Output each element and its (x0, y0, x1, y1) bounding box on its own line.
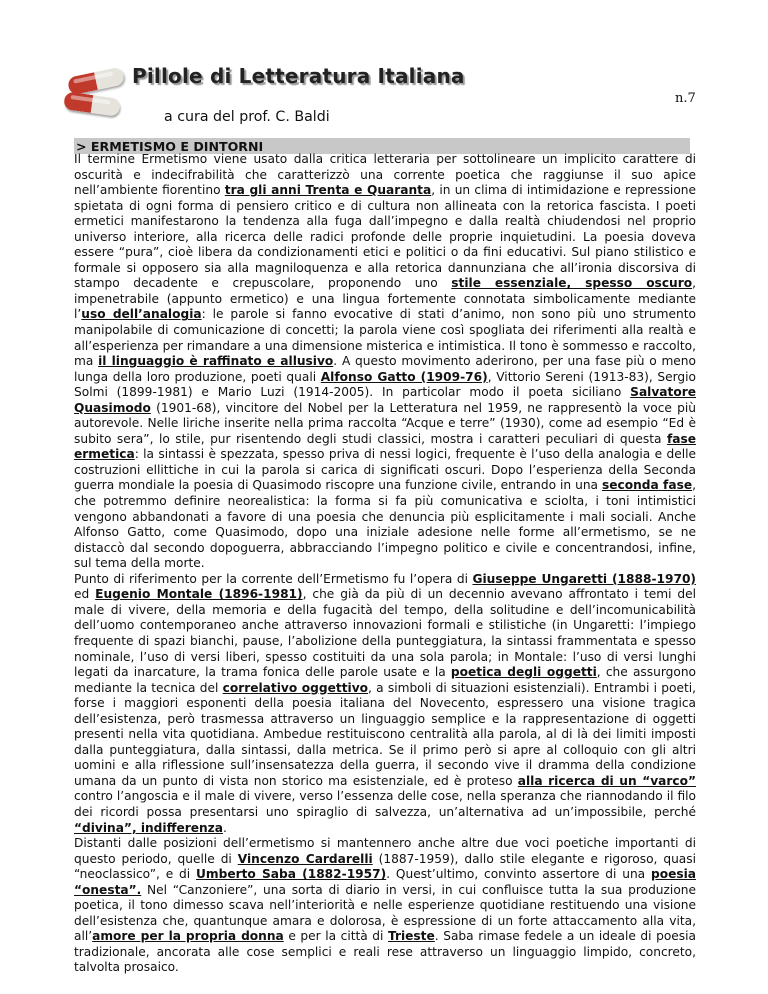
emphasis-text: Trieste (388, 929, 435, 944)
text-run: (1901-68), vincitore del Nobel per la Letteratura nel 1959, ne rappresentò la voce più autorevole. Nelle liriche inserite nella prima raccolta “Acque e terre” (1930), come ad esempio “Ed è subito sera”, lo stile, pur risentendo degli studi classici, mostra i caratteri peculiari di questa (74, 400, 696, 446)
text-run: , a simboli di situazioni esistenziali). Entrambi i poeti, forse i maggiori esponenti della poesia italiana del Novecento, espressero una visione tragica dell’esistenza, però trasmessa attraverso un linguaggio semplice e la rappresentazione di oggetti presenti nella vita quotidiana. Ambedue restituiscono centralità alla parola, al di là dei limiti imposti dalla punteggiatura, dalla sintassi, dalla metrica. Se il primo però si apre al colloquio con gli altri uomini e alla riflessione sull’insensatezza della guerra, il secondo vive il dramma della condizione umana da un punto di vista non storico ma esistenziale, ed è proteso (74, 680, 696, 788)
text-run: contro l’angoscia e il male di vivere, verso l’essenza delle cose, nella speranza che riannodando il filo dei ricordi possa presentarsi uno spiraglio di salvezza, un’alternativa ad un’impossibile, perché (74, 789, 696, 819)
text-run: ed (74, 587, 96, 602)
text-run: , che potremmo definire neorealistica: la forma si fa più comunicativa e sciolta, i toni intimistici vengono abbandonati a favore di una poesia che denuncia più esplicitamente i mali sociali. Anche Alfonso Gatto, come Quasimodo, dopo una iniziale adesione nelle forme all’ermetismo, se ne distaccò dal secondo dopoguerra, abbracciando l’impegno politico e civile e concentrandosi, infine, sul tema della morte. (74, 478, 696, 571)
author-subtitle: a cura del prof. C. Baldi (164, 109, 330, 125)
emphasis-text: alla ricerca di un “varco” (517, 773, 696, 788)
text-run: : la sintassi è spezzata, spesso priva di nessi logici, frequente è l’uso della analogia e delle costruzioni ellittiche in cui la parola si carica di significati oscuri. Dopo l’esperienza della Seconda guerra mondiale la poesia di Quasimodo riscopre una funzione civile, entrando in una (74, 447, 696, 493)
emphasis-text: correlativo oggettivo (222, 680, 369, 695)
text-run: , Vittorio Sereni (1913-83), Sergio Solmi (1899-1981) e Mario Luzi (1914-2005). In particolar modo il poeta siciliano (74, 369, 697, 400)
text-run: Nel “Canzoniere”, una sorta di diario in versi, in cui confluisce tutta la sua produzione poetica, il tono dimesso scava nell’interiorità e nelle esperienze quotidiane restituendo una visione dell’esistenza che, quantunque amara e dolorosa, è espressione di un forte attaccamento alla vita, all’ (74, 882, 696, 944)
issue-number: n.7 (675, 91, 696, 106)
emphasis-text: Giuseppe Ungaretti (1888-1970) (472, 571, 696, 586)
emphasis-text: fase ermetica (74, 431, 696, 462)
emphasis-text: seconda fase (601, 478, 693, 493)
text-run: Punto di riferimento per la corrente dell’Ermetismo fu l’opera di (74, 571, 473, 586)
text-run: . (222, 820, 227, 835)
text-run: (1887-1959), dallo stile elegante e rigoroso, quasi “neoclassico”, e di (74, 851, 697, 882)
emphasis-text: “divina”, indifferenza (74, 820, 223, 835)
emphasis-text: stile essenziale, spesso oscuro (451, 276, 693, 291)
emphasis-text: Umberto Saba (1882-1957) (196, 867, 387, 882)
text-run: , impenetrabile (appunto ermetico) e una lingua fortemente connotata simbolicamente mediante l’ (74, 276, 696, 322)
emphasis-text: uso dell’analogia (81, 307, 202, 322)
text-run: : le parole si fanno evocative di stati d’animo, non sono più uno strumento manipolabile di comunicazione di concetti; la parola viene così spogliata dei riferimenti alla realtà e all’esperienza per rimandare a una dimensione misterica e intimistica. Il tono è sommesso e raccolto, ma (74, 307, 696, 369)
paragraph (74, 836, 696, 976)
text-run: , che già da più di un decennio avevano affrontato i temi del male di vivere, della memoria e della fugacità del tempo, della solitudine e dell’incomunicabilità dell’uomo contemporaneo anche attraverso innovazioni formali e stilistiche (in Ungaretti: l’impiego frequente di spazi bianchi, pause, l’abolizione della punteggiatura, la sintassi frammentata e spesso nominale, l’uso di versi liberi, spesso costituiti da una sola parola; in Montale: l’uso di versi lunghi legati da inarcature, la trama fonica delle parole usate e la (74, 587, 696, 680)
article-body (74, 152, 696, 976)
text-run: . Quest’ultimo, convinto assertore di una (386, 867, 651, 882)
section-heading: > ERMETISMO E DINTORNI (74, 138, 690, 154)
page-title: Pillole di Letteratura Italiana (132, 64, 465, 88)
emphasis-text: tra gli anni Trenta e Quaranta (224, 183, 432, 198)
emphasis-text: poesia “onesta”. (74, 867, 696, 897)
emphasis-text: poetica degli oggetti (450, 665, 597, 680)
text-run: . A questo movimento aderirono, per una fase più o meno lunga della loro produzione, poeti quali (74, 354, 696, 384)
pill-icon (63, 91, 121, 117)
emphasis-text: il linguaggio è raffinato e allusivo (98, 354, 334, 369)
emphasis-text: Eugenio Montale (1896-1981) (95, 587, 303, 602)
paragraph (74, 152, 696, 572)
emphasis-text: Alfonso Gatto (1909-76) (320, 369, 488, 384)
pill-icon (67, 66, 126, 95)
text-run: e per la città di (283, 929, 388, 944)
text-run: , che assurgono mediante la tecnica del (74, 665, 696, 695)
text-run: . Saba rimase fedele a un ideale di poesia tradizionale, ancorata alle cose semplici e reali rese attraverso un linguaggio limpido, concreto, talvolta prosaico. (74, 929, 696, 975)
text-run: Distanti dalle posizioni dell’ermetismo si mantennero anche altre due voci poetiche importanti di questo periodo, quelle di (74, 836, 696, 866)
paragraph (74, 572, 696, 836)
emphasis-text: amore per la propria donna (92, 929, 284, 944)
text-run: Il termine Ermetismo viene usato dalla critica letteraria per sottolineare un implicito carattere di oscurità e indecifrabilità che caratterizzò una corrente poetica che raggiunse il suo apice nell’ambiente fiorentino (74, 152, 696, 198)
emphasis-text: Vincenzo Cardarelli (237, 851, 373, 866)
emphasis-text: Salvatore Quasimodo (74, 385, 696, 415)
text-run: , in un clima di intimidazione e repressione spietata di ogni forma di pensiero critico e di cultura non allineata con la retorica fascista. I poeti ermetici manifestarono la tendenza alla fuga dall’impegno e dalla realtà chiudendosi nel proprio universo interiore, alla ricerca delle radici profonde delle proprie inquietudini. La poesia doveva essere “pura”, cioè libera da condizionamenti etici e politici o da fini educativi. Sul piano stilistico e formale si opposero sia alla magniloquenza e alla retorica dannunziana che all’ironia discorsiva di stampo decadente e crepuscolare, proponendo uno (74, 183, 696, 291)
